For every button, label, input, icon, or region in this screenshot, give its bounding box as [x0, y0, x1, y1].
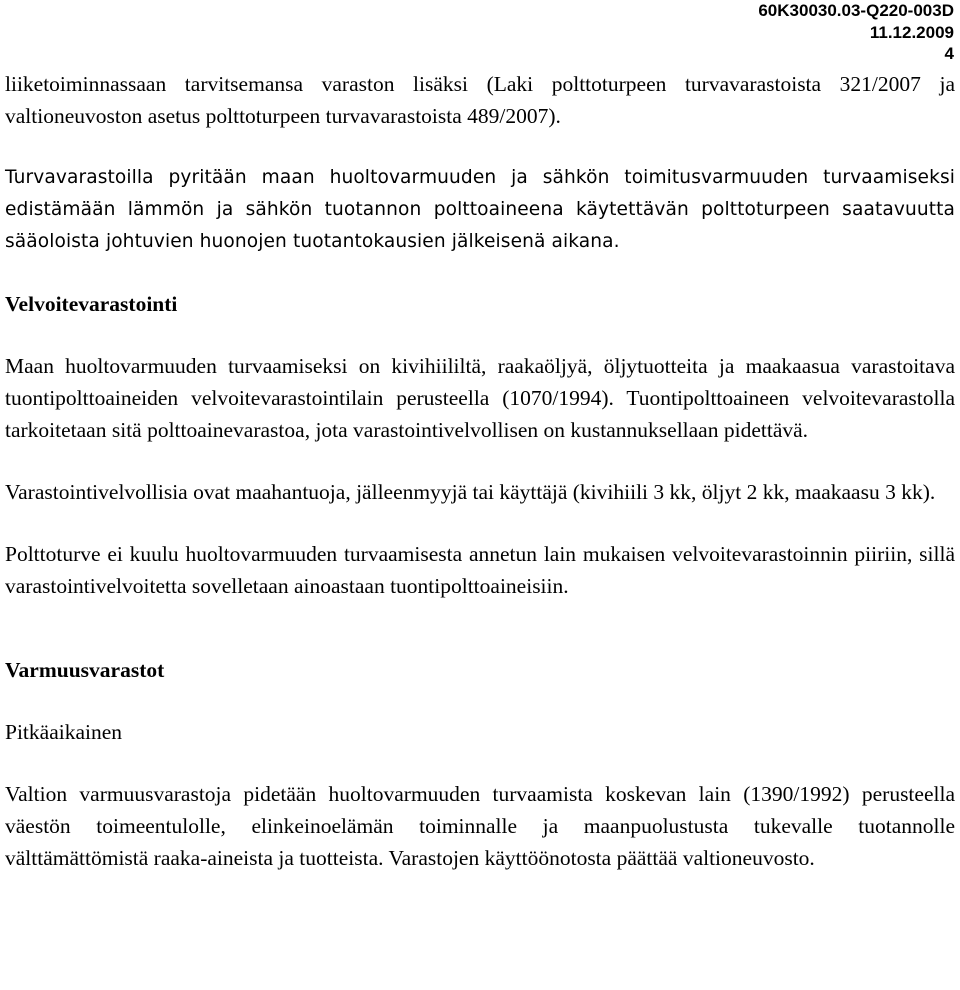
- paragraph-varastointivelvolliset: Varastointivelvollisia ovat maahantuoja, jälleenmyyjä tai käyttäjä (kivihiili 3 kk, öljyt 2 kk, maakaasu 3 kk).: [5, 480, 936, 504]
- paragraph-velvoitevarastointi: Maan huoltovarmuuden turvaamiseksi on kivihiililtä, raakaöljyä, öljytuotteita ja maakaasua varastoitava tuontipolttoaineiden velvoitevarastointilain perusteella (1070/1994). Tuontipolttoaineen velvoitevarastolla tarkoitetaan sitä polttoainevarastoa, jota varastointivelvollisen on kustannuksellaan pidettävä.: [5, 354, 955, 442]
- paragraph-polttoturve: Polttoturve ei kuulu huoltovarmuuden turvaamisesta annetun lain mukaisen velvoitevarastoinnin piiriin, sillä varastointivelvoitetta sovelletaan ainoastaan tuontipolttoaineisiin.: [5, 542, 955, 598]
- section-heading-velvoitevarastointi: Velvoitevarastointi: [5, 292, 178, 316]
- document-id: 60K30030.03-Q220-003D: [758, 1, 954, 20]
- subheading-pitkaaikainen: Pitkäaikainen: [5, 720, 123, 744]
- section-heading-varmuusvarastot: Varmuusvarastot: [5, 658, 165, 682]
- paragraph-varmuusvarastot: Valtion varmuusvarastoja pidetään huoltovarmuuden turvaamista koskevan lain (1390/1992) perusteella väestön toimeentulolle, elinkeinoelämän toiminnalle ja maanpuolustusta tukevalle tuotannolle välttämättömistä raaka-aineista ja tuotteista. Varastojen käyttöönotosta päättää valtioneuvosto.: [5, 782, 955, 870]
- page-header: [758, 0, 954, 64]
- document-body: [5, 68, 955, 874]
- paragraph-storage-law: liiketoiminnassaan tarvitsemansa varaston lisäksi (Laki polttoturpeen turvavarastoista 321/2007 ja valtioneuvoston asetus polttoturpeen turvavarastoista 489/2007).: [5, 72, 955, 128]
- document-date: 11.12.2009: [869, 23, 954, 42]
- paragraph-turvavarastot: Turvavarastoilla pyritään maan huoltovarmuuden ja sähkön toimitusvarmuuden turvaamiseksi edistämään lämmön ja sähkön tuotannon polttoaineena käytettävän polttoturpeen saatavuutta sääoloista johtuvien huonojen tuotantokausien jälkeisenä aikana.: [5, 167, 955, 252]
- page-number: 4: [944, 44, 954, 63]
